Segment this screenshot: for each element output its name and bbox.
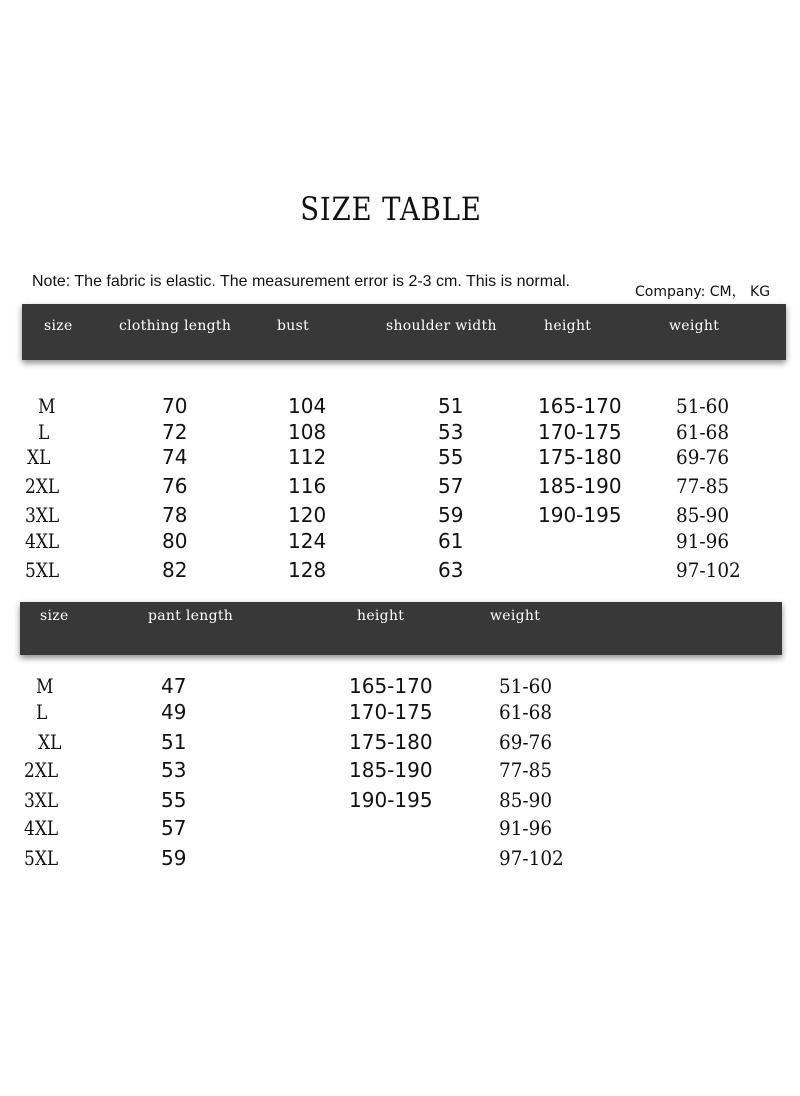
table-row-height: 165-170 — [349, 674, 433, 698]
table-row-pant-length: 53 — [161, 758, 187, 782]
table-row-height: 170-175 — [538, 420, 622, 444]
table-row-size: 3XL — [24, 788, 59, 812]
table-row-weight: 51-60 — [499, 674, 553, 698]
table-row-height: 165-170 — [538, 394, 622, 418]
table-row-bust: 128 — [288, 558, 327, 582]
table-row-weight: 85-90 — [676, 503, 730, 527]
table-row-weight: 91-96 — [676, 529, 730, 553]
table-row-shoulder-width: 57 — [438, 474, 464, 498]
top-header-weight: weight — [669, 318, 720, 334]
table-row-clothing-length: 76 — [162, 474, 188, 498]
table-row-size: M — [36, 674, 54, 698]
table-row-weight: 61-68 — [676, 420, 730, 444]
table-row-clothing-length: 70 — [162, 394, 188, 418]
table-row-size: L — [38, 420, 50, 444]
table-row-shoulder-width: 59 — [438, 503, 464, 527]
table-row-clothing-length: 72 — [162, 420, 188, 444]
table-row-size: 3XL — [25, 503, 60, 527]
table-row-pant-length: 57 — [161, 816, 187, 840]
table-row-size: XL — [27, 445, 51, 469]
bottom-header-size: size — [40, 608, 69, 624]
top-header-size: size — [44, 318, 73, 334]
table-row-size: 2XL — [24, 758, 59, 782]
table-row-shoulder-width: 63 — [438, 558, 464, 582]
table-row-clothing-length: 82 — [162, 558, 188, 582]
table-row-weight: 69-76 — [499, 730, 553, 754]
table-row-size: XL — [38, 730, 62, 754]
table-row-bust: 120 — [288, 503, 327, 527]
top-header-clothing-length: clothing length — [119, 318, 232, 334]
table-row-weight: 97-102 — [676, 558, 741, 582]
table-row-weight: 91-96 — [499, 816, 553, 840]
table-row-size: 5XL — [25, 558, 60, 582]
table-row-clothing-length: 78 — [162, 503, 188, 527]
table-row-height: 190-195 — [538, 503, 622, 527]
table-row-height: 185-190 — [349, 758, 433, 782]
table-row-pant-length: 55 — [161, 788, 187, 812]
top-header-bust: bust — [277, 318, 309, 334]
table-row-size: M — [38, 394, 56, 418]
table-row-shoulder-width: 53 — [438, 420, 464, 444]
table-row-size: 4XL — [25, 529, 60, 553]
top-header-shoulder-width: shoulder width — [386, 318, 497, 334]
table-row-bust: 104 — [288, 394, 327, 418]
table-row-clothing-length: 80 — [162, 529, 188, 553]
table-row-size: L — [36, 700, 48, 724]
table-row-weight: 97-102 — [499, 846, 564, 870]
table-row-size: 2XL — [25, 474, 60, 498]
top-header-height: height — [544, 318, 592, 334]
table-row-bust: 124 — [288, 529, 327, 553]
table-row-pant-length: 49 — [161, 700, 187, 724]
table-row-height: 175-180 — [349, 730, 433, 754]
table-row-shoulder-width: 55 — [438, 445, 464, 469]
table-row-weight: 69-76 — [676, 445, 730, 469]
table-row-size: 5XL — [24, 846, 59, 870]
unit-note: Company: CM， KG — [635, 284, 771, 300]
table-row-shoulder-width: 51 — [438, 394, 464, 418]
table-row-height: 175-180 — [538, 445, 622, 469]
table-row-height: 190-195 — [349, 788, 433, 812]
bottom-header-weight: weight — [490, 608, 541, 624]
bottom-header-height: height — [357, 608, 405, 624]
table-row-height: 185-190 — [538, 474, 622, 498]
table-row-pant-length: 47 — [161, 674, 187, 698]
table-row-weight: 85-90 — [499, 788, 553, 812]
table-row-weight: 77-85 — [676, 474, 730, 498]
table-row-weight: 51-60 — [676, 394, 730, 418]
fabric-note: Note: The fabric is elastic. The measurement error is 2-3 cm. This is normal. — [32, 273, 570, 290]
table-row-bust: 112 — [288, 445, 327, 469]
table-row-bust: 116 — [288, 474, 327, 498]
table-row-pant-length: 51 — [161, 730, 187, 754]
table-row-size: 4XL — [24, 816, 59, 840]
bottom-header-pant-length: pant length — [148, 608, 234, 624]
table-row-bust: 108 — [288, 420, 327, 444]
table-row-weight: 77-85 — [499, 758, 553, 782]
page-title: SIZE TABLE — [300, 190, 482, 228]
table-row-clothing-length: 74 — [162, 445, 188, 469]
table-row-height: 170-175 — [349, 700, 433, 724]
table-row-shoulder-width: 61 — [438, 529, 464, 553]
table-row-weight: 61-68 — [499, 700, 553, 724]
table-row-pant-length: 59 — [161, 846, 187, 870]
